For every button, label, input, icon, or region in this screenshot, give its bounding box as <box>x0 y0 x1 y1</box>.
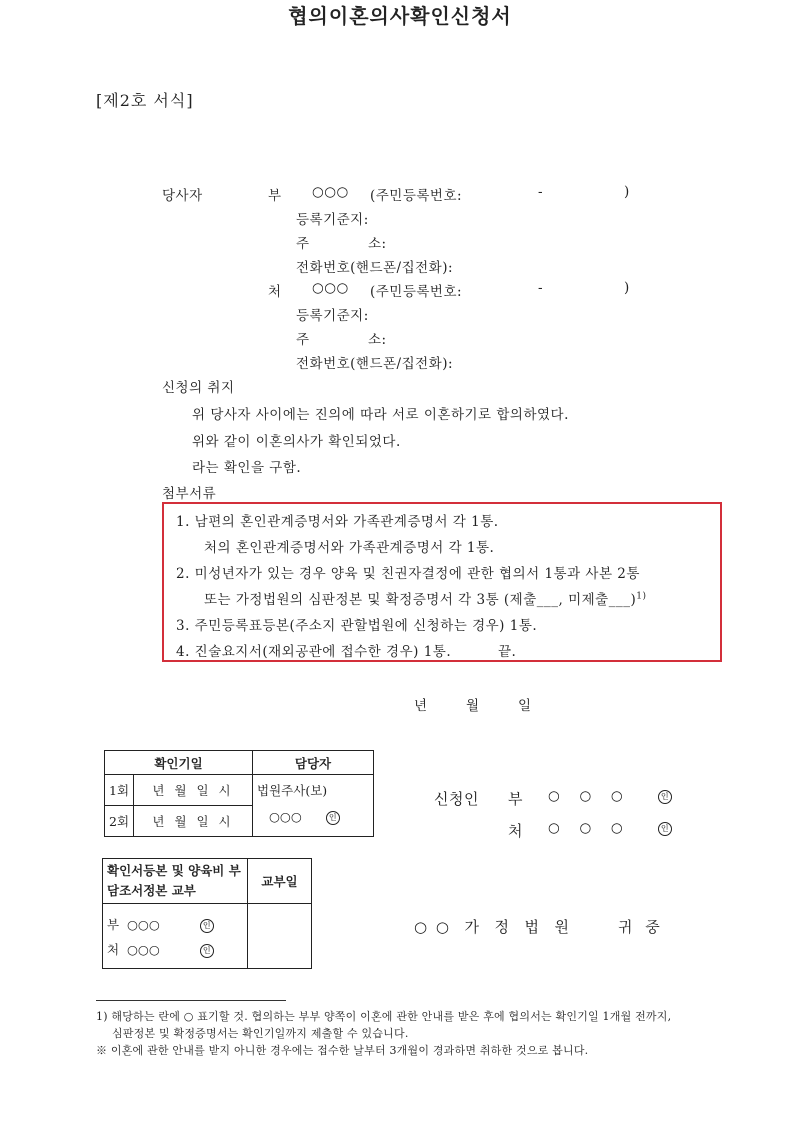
court-name: ○ ○ 가 정 법 원 <box>414 918 572 936</box>
officer-signature <box>257 809 369 825</box>
attachment-item-2b-text: 또는 가정법원의 심판정본 및 확정증명서 각 3통 (제출___, 미제출___) <box>204 592 637 608</box>
attachment-item-1b: 처의 혼인관계증명서와 가족관계증명서 각 1통. <box>204 540 495 556</box>
date-year-label: 년 <box>414 698 428 714</box>
delivery-recipients <box>103 904 248 969</box>
delivery-husband-name: 부 ○○○ <box>107 917 160 932</box>
confirm-date-header: 확인기일 <box>105 751 253 775</box>
footnote-1a: 1) 해당하는 란에 ○ 표기할 것. 협의하는 부부 양쪽이 이혼에 관한 안내를 받은 후에 협의서는 확인기일 1개월 전까지, <box>96 1010 672 1023</box>
officer-title: 법원주사(보) <box>257 783 328 798</box>
husband-registration-field: 등록기준지: <box>296 212 369 228</box>
husband-seal-icon: 인 <box>658 790 672 804</box>
date-day-label: 일 <box>518 698 532 714</box>
husband-id-separator: - <box>538 184 544 200</box>
purpose-label: 신청의 취지 <box>162 380 235 396</box>
husband-phone-field: 전화번호(핸드폰/집전화): <box>296 260 454 276</box>
applicant-label: 신청인 <box>434 790 479 808</box>
applicant-wife-role: 처 <box>508 822 523 840</box>
wife-seal-icon: 인 <box>658 822 672 836</box>
delivery-table <box>102 858 312 969</box>
attachment-item-2b <box>204 588 646 608</box>
delivery-wife-seal-icon: 인 <box>200 944 214 958</box>
applicant-wife-name: ○ ○ ○ <box>548 820 624 836</box>
delivery-row-husband <box>107 912 243 937</box>
court-suffix: 귀 중 <box>618 918 664 936</box>
wife-phone-field: 전화번호(핸드폰/집전화): <box>296 356 454 372</box>
husband-address-label-a: 주 <box>296 236 310 252</box>
date-month-label: 월 <box>466 698 480 714</box>
attachment-item-2a: 2. 미성년자가 있는 경우 양육 및 친권자결정에 관한 협의서 1통과 사본 2통 <box>176 566 640 582</box>
purpose-line-3: 라는 확인을 구함. <box>192 460 302 476</box>
delivery-date-header: 교부일 <box>248 859 312 904</box>
officer-header: 담당자 <box>253 751 374 775</box>
applicant-husband-seal <box>658 788 672 804</box>
footnote-2: ※ 이혼에 관한 안내를 받지 아니한 경우에는 접수한 날부터 3개월이 경과하면 취하한 것으로 봅니다. <box>96 1044 589 1057</box>
confirm-round-1-date: 년 월 일 시 <box>134 775 253 806</box>
delivery-wife-name: 처 ○○○ <box>107 942 160 957</box>
husband-id-label: (주민등록번호: <box>370 188 463 204</box>
footnote-divider <box>96 1000 286 1001</box>
applicant-wife-seal <box>658 820 672 836</box>
attachment-item-3: 3. 주민등록표등본(주소지 관할법원에 신청하는 경우) 1통. <box>176 618 538 634</box>
attachments-label: 첨부서류 <box>162 486 217 502</box>
footnote-1b: 심판정본 및 확정증명서는 확인기일까지 제출할 수 있습니다. <box>112 1027 409 1040</box>
purpose-line-1: 위 당사자 사이에는 진의에 따라 서로 이혼하기로 합의하였다. <box>192 407 569 423</box>
delivery-row-wife <box>107 937 243 962</box>
delivery-header: 확인서등본 및 양육비 부담조서정본 교부 <box>103 859 248 904</box>
husband-address-label-b: 소: <box>368 236 387 252</box>
wife-address-label-a: 주 <box>296 332 310 348</box>
officer-cell <box>253 775 374 837</box>
husband-role: 부 <box>268 188 282 204</box>
delivery-husband-seal-icon: 인 <box>200 919 214 933</box>
footnote-ref-1: 1) <box>636 591 647 602</box>
wife-id-separator: - <box>538 280 544 296</box>
husband-name: ○○○ <box>312 184 349 200</box>
attachment-item-4: 4. 진술요지서(재외공관에 접수한 경우) 1통. <box>176 644 452 660</box>
wife-role: 처 <box>268 284 282 300</box>
wife-id-label: (주민등록번호: <box>370 284 463 300</box>
attachment-item-1a: 1. 남편의 혼인관계증명서와 가족관계증명서 각 1통. <box>176 514 499 530</box>
applicant-husband-name: ○ ○ ○ <box>548 788 624 804</box>
wife-registration-field: 등록기준지: <box>296 308 369 324</box>
confirm-round-2-date: 년 월 일 시 <box>134 806 253 837</box>
wife-address-label-b: 소: <box>368 332 387 348</box>
form-number: [제2호 서식] <box>96 91 194 110</box>
officer-name: ○○○ <box>269 809 302 824</box>
wife-name: ○○○ <box>312 280 349 296</box>
applicant-husband-role: 부 <box>508 790 523 808</box>
purpose-line-2: 위와 같이 이혼의사가 확인되었다. <box>192 434 401 450</box>
parties-label: 당사자 <box>162 188 203 204</box>
confirmation-date-table <box>104 750 374 837</box>
document-title: 협의이혼의사확인신청서 <box>288 4 512 28</box>
confirm-round-2-label: 2회 <box>105 806 134 837</box>
officer-seal-icon: 인 <box>326 811 340 825</box>
delivery-date-cell <box>248 904 312 969</box>
confirm-round-1-label: 1회 <box>105 775 134 806</box>
husband-id-end: ) <box>624 184 630 200</box>
attachment-end-mark: 끝. <box>498 644 517 660</box>
wife-id-end: ) <box>624 280 630 296</box>
